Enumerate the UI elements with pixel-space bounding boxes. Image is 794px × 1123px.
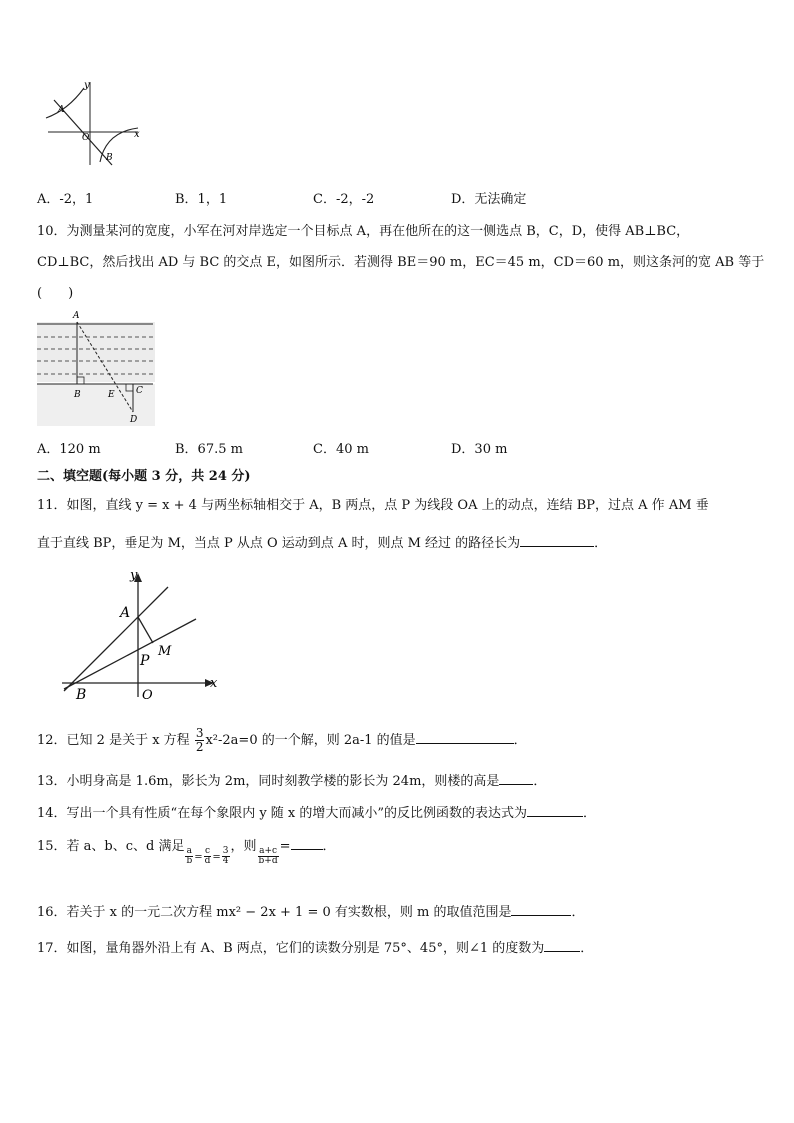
q15-fraction-cd: [204, 847, 212, 866]
q9-label-o: O: [82, 133, 90, 143]
q9-option-c: C．-2，-2: [313, 192, 375, 207]
q15-fraction-ab: [185, 847, 193, 866]
q16-line: [37, 901, 585, 920]
q16-answer-blank[interactable]: [511, 903, 571, 916]
q14-line: [37, 802, 596, 821]
q9-option-a: A．-2，1: [37, 192, 94, 207]
q9-figure: [40, 70, 150, 170]
q11-label-o: O: [142, 688, 153, 703]
q15-text-mid: ，则: [230, 839, 257, 854]
q10-line-2: CD⊥BC，然后找出 AD 与 BC 的交点 E，如图所示．若测得 BE＝90 m，EC＝45 m，CD＝60 m，则这条河的宽 AB 等于: [37, 255, 765, 270]
q11-line-2-text: 直于直线 BP，垂足为 M，当点 P 从点 O 运动到点 A 时，则点 M 经过 的路径长为: [37, 536, 521, 551]
q10-label-c: C: [136, 386, 143, 396]
q15-f2-den: d: [204, 856, 211, 866]
q15-f2-num: c: [205, 846, 211, 856]
q12-text-post: x²-2a=0 的一个解，则 2a-1 的值是: [205, 733, 416, 748]
q17-answer-blank[interactable]: [544, 939, 580, 952]
q14-text: 14．写出一个具有性质“在每个象限内 y 随 x 的增大而减小”的反比例函数的表达式为: [37, 806, 528, 821]
q11-line-bp: [64, 619, 196, 689]
q13-answer-blank[interactable]: [499, 772, 533, 785]
q15-f4-num: a+c: [259, 846, 278, 856]
q11-figure: [58, 565, 228, 705]
q10-line-3: ( ): [37, 286, 74, 301]
q9-option-b: B．1，1: [175, 192, 228, 207]
q13-end: ．: [533, 774, 547, 789]
q15-end: ．: [322, 839, 336, 854]
q11-label-m: M: [158, 644, 172, 659]
q10-figure: [37, 308, 155, 426]
q14-end: ．: [583, 806, 597, 821]
q15-f1-num: a: [186, 846, 193, 856]
q16-text: 16．若关于 x 的一元二次方程 mx² − 2x + 1 = 0 有实数根，则 m 的取值范围是: [37, 905, 512, 920]
q15-f3-num: 3: [222, 846, 229, 856]
q11-label-b: B: [76, 687, 87, 703]
q13-text: 13．小明身高是 1.6m，影长为 2m，同时刻教学楼的影长为 24m，则楼的高是: [37, 774, 500, 789]
q17-text: 17．如图，量角器外沿上有 A、B 两点，它们的读数分别是 75°、45°，则∠1 的度数为: [37, 941, 545, 956]
q11-line-2-end: ．: [594, 536, 608, 551]
q15-f4-den: b+d: [258, 856, 278, 866]
q11-label-x: x: [210, 676, 218, 691]
q15-f3-den: 4: [222, 856, 229, 866]
q10-option-a: A．120 m: [37, 442, 101, 457]
q17-end: ．: [580, 941, 594, 956]
q11-line-ab: [64, 587, 168, 691]
q9-label-a: A: [58, 105, 65, 115]
q10-option-b: B．67.5 m: [175, 442, 243, 457]
q12-fraction: [195, 727, 205, 754]
q10-option-d: D．30 m: [451, 442, 508, 457]
q15-fraction-sum: [258, 847, 279, 866]
q10-label-a: A: [73, 311, 80, 321]
q12-end: ．: [513, 733, 527, 748]
q15-fraction-34: [222, 847, 230, 866]
q14-answer-blank[interactable]: [527, 804, 583, 817]
q9-hyperbola-upper: [46, 88, 84, 118]
q11-line-1: 11．如图，直线 y = x + 4 与两坐标轴相交于 A，B 两点，点 P 为线段 OA 上的动点，连结 BP，过点 A 作 AM 垂: [37, 498, 709, 513]
q12-text-pre: 12．已知 2 是关于 x 方程: [37, 733, 190, 748]
q12-fraction-den: 2: [195, 740, 204, 754]
q9-label-b: B: [106, 153, 113, 163]
q12-line: [37, 726, 527, 756]
section-heading-fill-in: 二、填空题(每小题 3 分，共 24 分): [37, 469, 251, 484]
q15-eq-1: =: [194, 852, 203, 863]
q10-label-b: B: [74, 390, 81, 400]
q17-line: [37, 937, 593, 956]
q15-f1-den: b: [186, 856, 193, 866]
q16-end: ．: [571, 905, 585, 920]
q15-answer-blank[interactable]: [291, 837, 323, 850]
q15-eq-3: =: [279, 839, 291, 854]
q13-line: [37, 770, 546, 789]
q11-line-2: [37, 532, 607, 551]
q9-label-y: y: [84, 80, 90, 91]
q10-line-1: 10．为测量某河的宽度，小军在河对岸选定一个目标点 A，再在他所在的这一侧选点 B，C，D，使得 AB⊥BC，: [37, 224, 690, 239]
q11-label-a: A: [120, 605, 131, 621]
q10-option-c: C．40 m: [313, 442, 369, 457]
q12-fraction-num: 3: [195, 726, 204, 740]
q15-eq-2: =: [212, 852, 221, 863]
q9-option-d: D．无法确定: [451, 192, 527, 207]
q15-text-pre: 15．若 a、b、c、d 满足: [37, 839, 185, 854]
q10-label-d: D: [130, 415, 138, 425]
q11-label-p: P: [140, 653, 150, 669]
q12-answer-blank[interactable]: [416, 731, 514, 744]
q9-label-x: x: [134, 129, 140, 140]
q15-line: [37, 832, 336, 866]
q10-label-e: E: [108, 390, 115, 400]
q11-answer-blank[interactable]: [520, 534, 594, 547]
q11-label-y: y: [130, 568, 138, 583]
q11-segment-am: [138, 617, 153, 643]
